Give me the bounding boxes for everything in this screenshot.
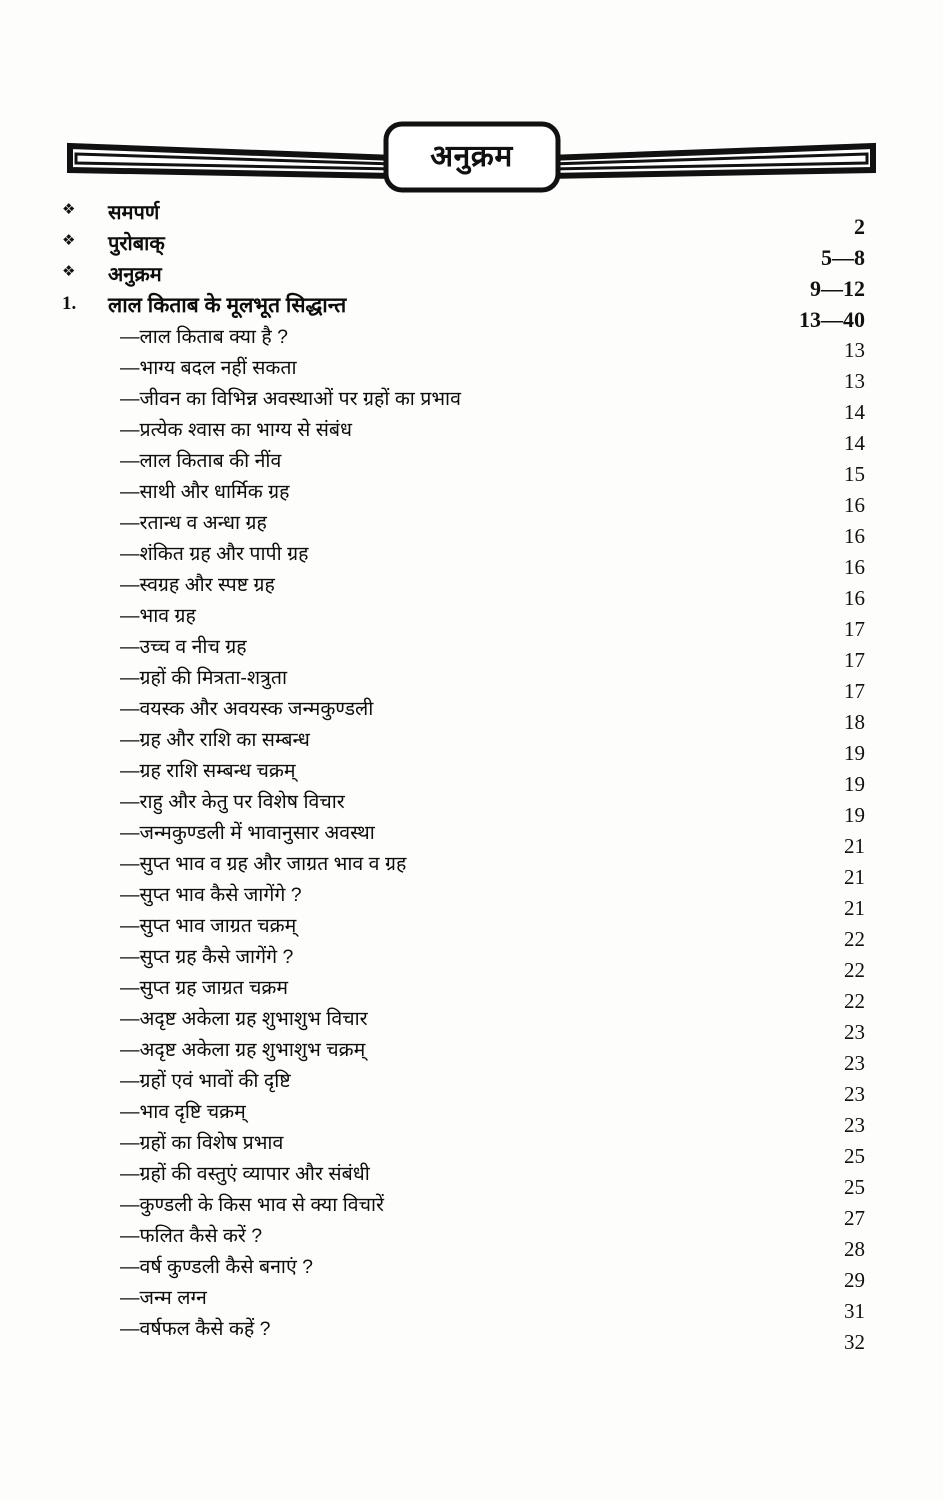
toc-entry-label: —उच्च व नीच ग्रह: [120, 636, 247, 658]
toc-entry-label: —जन्मकुण्डली में भावानुसार अवस्था: [120, 822, 375, 844]
toc-page-number: 19: [844, 741, 865, 765]
toc-page-number: 13: [844, 338, 865, 362]
toc-page-number: 22: [844, 927, 865, 951]
toc-subentry-row[interactable]: [0, 448, 943, 486]
toc-entry-label: —सुप्त भाव कैसे जागेंगे ?: [120, 884, 302, 906]
toc-subentry-row[interactable]: [0, 758, 943, 796]
chapter-title: लाल किताब के मूलभूत सिद्धान्त: [108, 294, 347, 317]
toc-front-matter-row[interactable]: [0, 200, 943, 239]
toc-subentry-row[interactable]: [0, 975, 943, 1013]
toc-subentry-row[interactable]: [0, 355, 943, 393]
toc-page-number: 15: [844, 462, 865, 486]
toc-subentry-row[interactable]: [0, 727, 943, 765]
toc-page-number: 32: [844, 1330, 865, 1354]
toc-page-number: 22: [844, 958, 865, 982]
toc-entry-label: —वर्षफल कैसे कहें ?: [120, 1318, 271, 1340]
toc-entry-label: —फलित कैसे करें ?: [120, 1225, 263, 1247]
toc-subentry-row[interactable]: [0, 634, 943, 672]
toc-page-number: 14: [844, 400, 865, 424]
toc-entry-label: —जन्म लग्न: [120, 1287, 207, 1309]
toc-subentry-list: [0, 324, 943, 1354]
toc-entry-label: अनुक्रम: [108, 264, 162, 286]
toc-entry-label: —ग्रहों की वस्तुएं व्यापार और संबंधी: [120, 1163, 370, 1185]
toc-page-number: 2: [854, 214, 865, 239]
toc-subentry-row[interactable]: [0, 541, 943, 579]
toc-subentry-row[interactable]: [0, 696, 943, 734]
toc-entry-label: —लाल किताब की नींव: [120, 450, 282, 472]
toc-page-number: 23: [844, 1020, 865, 1044]
toc-subentry-row[interactable]: [0, 386, 943, 424]
toc-page-number: 18: [844, 710, 865, 734]
floret-bullet-icon: ❖: [62, 200, 76, 218]
toc-entry-label: —सुप्त भाव व ग्रह और जाग्रत भाव व ग्रह: [120, 853, 407, 875]
toc-page-number: 27: [844, 1206, 865, 1230]
toc-entry-label: —अदृष्ट अकेला ग्रह शुभाशुभ विचार: [120, 1008, 368, 1030]
toc-subentry-row[interactable]: [0, 1316, 943, 1354]
toc-subentry-row[interactable]: [0, 572, 943, 610]
toc-page-number: 21: [844, 865, 865, 889]
toc-entry-label: —शंकित ग्रह और पापी ग्रह: [120, 543, 309, 565]
toc-entry-label: —सुप्त भाव जाग्रत चक्रम्: [120, 915, 297, 937]
toc-entry-label: —लाल किताब क्या है ?: [120, 326, 288, 348]
toc-entry-label: पुरोबाक्: [108, 233, 165, 255]
toc-subentry-row[interactable]: [0, 1285, 943, 1323]
toc-page-number: 23: [844, 1082, 865, 1106]
toc-entry-label: —अदृष्ट अकेला ग्रह शुभाशुभ चक्रम्: [120, 1039, 366, 1061]
toc-entry-label: —राहु और केतु पर विशेष विचार: [120, 791, 345, 813]
toc-subentry-row[interactable]: [0, 324, 943, 362]
toc-entry-label: —ग्रह और राशि का सम्बन्ध: [120, 729, 310, 751]
toc-subentry-row[interactable]: [0, 1068, 943, 1106]
toc-entry-label: —कुण्डली के किस भाव से क्या विचारें: [120, 1194, 385, 1216]
toc-page-number: 16: [844, 493, 865, 517]
toc-page-number: 19: [844, 772, 865, 796]
toc-subentry-row[interactable]: [0, 665, 943, 703]
toc-entry-label: —साथी और धार्मिक ग्रह: [120, 481, 290, 503]
toc-page-number: 31: [844, 1299, 865, 1323]
toc-entry-label: —भाव ग्रह: [120, 605, 196, 627]
toc-entry-label: —सुप्त ग्रह कैसे जागेंगे ?: [120, 946, 294, 968]
toc-page-number: 28: [844, 1237, 865, 1261]
chapter-page-range: 13—40: [799, 307, 865, 332]
toc-page-number: 23: [844, 1051, 865, 1075]
toc-entry-label: —भाव दृष्टि चक्रम्: [120, 1101, 246, 1123]
toc-entry-label: —ग्रहों की मित्रता-शत्रुता: [120, 667, 288, 689]
floret-bullet-icon: ❖: [62, 262, 76, 280]
toc-subentry-row[interactable]: [0, 1099, 943, 1137]
toc-subentry-row[interactable]: [0, 913, 943, 951]
toc-subentry-row[interactable]: [0, 820, 943, 858]
toc-page-number: 21: [844, 834, 865, 858]
toc-front-matter-row[interactable]: [0, 262, 943, 301]
toc-subentry-row[interactable]: [0, 479, 943, 517]
toc-subentry-row[interactable]: [0, 510, 943, 548]
toc-page-number: 9—12: [810, 276, 865, 301]
toc-subentry-row[interactable]: [0, 944, 943, 982]
toc-subentry-row[interactable]: [0, 882, 943, 920]
toc-page-number: 17: [844, 648, 865, 672]
toc-page-number: 25: [844, 1175, 865, 1199]
table-of-contents: [0, 200, 943, 1354]
toc-subentry-row[interactable]: [0, 1130, 943, 1168]
toc-entry-label: समपर्ण: [108, 202, 160, 224]
toc-page-number: 17: [844, 617, 865, 641]
floret-bullet-icon: ❖: [62, 231, 76, 249]
decorative-ribbon-banner: [0, 118, 943, 198]
toc-entry-label: —वयस्क और अवयस्क जन्मकुण्डली: [120, 698, 374, 720]
toc-page-number: 29: [844, 1268, 865, 1292]
toc-subentry-row[interactable]: [0, 603, 943, 641]
toc-subentry-row[interactable]: [0, 789, 943, 827]
toc-page-number: 16: [844, 524, 865, 548]
toc-entry-label: —रतान्ध व अन्धा ग्रह: [120, 512, 267, 534]
toc-entry-label: —जीवन का विभिन्न अवस्थाओं पर ग्रहों का प्रभाव: [120, 388, 461, 410]
toc-subentry-row[interactable]: [0, 1037, 943, 1075]
toc-entry-label: —ग्रहों का विशेष प्रभाव: [120, 1132, 284, 1154]
chapter-number: 1.: [62, 293, 77, 314]
toc-entry-label: —स्वग्रह और स्पष्ट ग्रह: [120, 574, 275, 596]
toc-chapter-row[interactable]: [0, 293, 943, 332]
toc-page-number: 25: [844, 1144, 865, 1168]
toc-page-number: 21: [844, 896, 865, 920]
toc-entry-label: —प्रत्येक श्वास का भाग्य से संबंध: [120, 419, 353, 441]
toc-page-number: 14: [844, 431, 865, 455]
toc-subentry-row[interactable]: [0, 1161, 943, 1199]
toc-front-matter-row[interactable]: [0, 231, 943, 270]
toc-subentry-row[interactable]: [0, 417, 943, 455]
toc-page-number: 17: [844, 679, 865, 703]
toc-page-number: 16: [844, 555, 865, 579]
toc-page-number: 13: [844, 369, 865, 393]
toc-subentry-row[interactable]: [0, 1192, 943, 1230]
toc-entry-label: —सुप्त ग्रह जाग्रत चक्रम: [120, 977, 289, 999]
toc-subentry-row[interactable]: [0, 1223, 943, 1261]
toc-entry-label: —ग्रह राशि सम्बन्ध चक्रम्: [120, 760, 296, 782]
toc-page-number: 22: [844, 989, 865, 1013]
toc-entry-label: —भाग्य बदल नहीं सकता: [120, 357, 297, 379]
toc-page-number: 19: [844, 803, 865, 827]
toc-entry-label: —ग्रहों एवं भावों की दृष्टि: [120, 1070, 291, 1092]
toc-page-number: 16: [844, 586, 865, 610]
toc-subentry-row[interactable]: [0, 1006, 943, 1044]
page-title-text: अनुक्रम: [430, 140, 513, 173]
toc-subentry-row[interactable]: [0, 851, 943, 889]
toc-entry-label: —वर्ष कुण्डली कैसे बनाएं ?: [120, 1256, 314, 1278]
toc-subentry-row[interactable]: [0, 1254, 943, 1292]
toc-page-number: 5—8: [821, 245, 865, 270]
toc-page-number: 23: [844, 1113, 865, 1137]
